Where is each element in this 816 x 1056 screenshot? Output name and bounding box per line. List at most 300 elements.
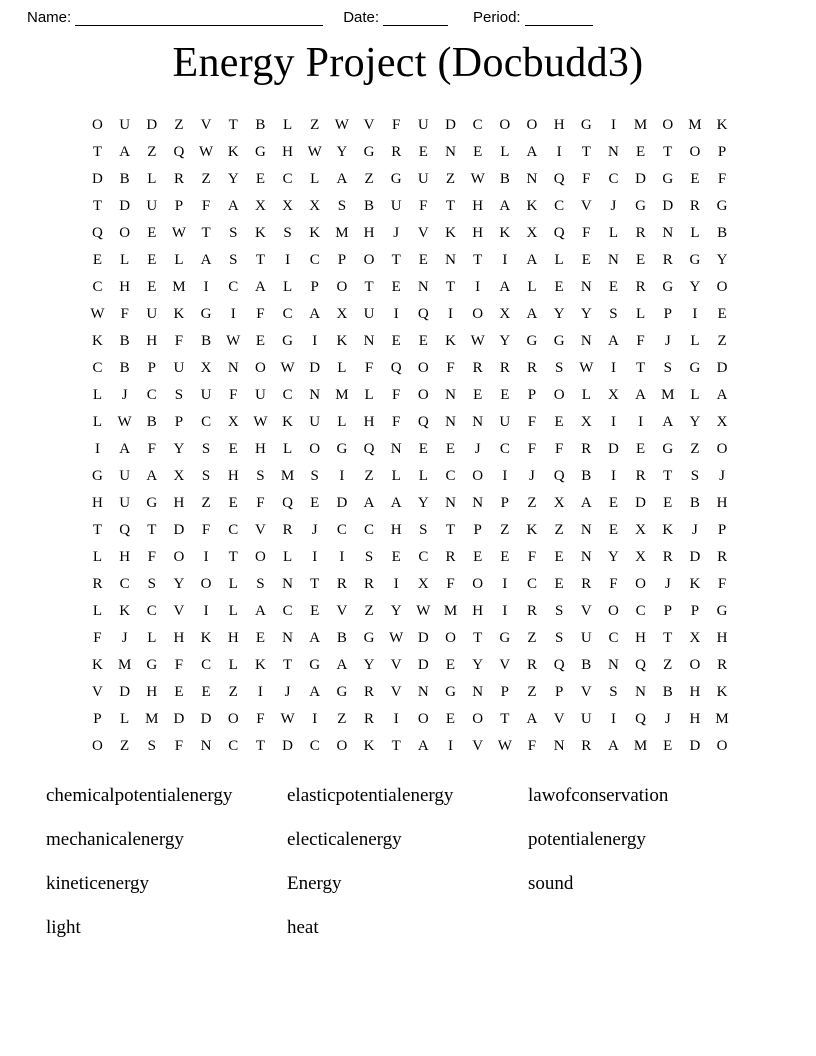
grid-letter[interactable]: D [146,117,158,133]
grid-letter[interactable]: R [526,657,538,673]
grid-letter[interactable]: J [121,387,128,403]
grid-letter[interactable]: I [393,711,399,727]
grid-letter[interactable]: U [363,306,375,322]
grid-letter[interactable]: D [417,657,429,673]
grid-letter[interactable]: E [228,441,239,457]
grid-letter[interactable]: E [445,711,456,727]
grid-letter[interactable]: U [580,711,592,727]
grid-letter[interactable]: R [717,657,728,673]
grid-letter[interactable]: Y [173,441,185,457]
grid-letter[interactable]: B [119,171,130,187]
grid-letter[interactable]: B [581,468,592,484]
grid-letter[interactable]: U [499,414,511,430]
grid-letter[interactable]: S [419,522,428,538]
grid-letter[interactable]: S [554,630,564,646]
grid-letter[interactable]: H [716,495,728,511]
grid-letter[interactable]: D [608,441,620,457]
grid-letter[interactable]: F [120,306,129,322]
grid-letter[interactable]: J [664,333,671,349]
grid-letter[interactable]: N [445,144,457,160]
grid-letter[interactable]: F [446,576,455,592]
grid-letter[interactable]: L [391,468,401,484]
grid-letter[interactable]: N [445,495,457,511]
grid-letter[interactable]: E [310,603,320,619]
grid-letter[interactable]: I [502,252,508,268]
grid-letter[interactable]: H [689,711,701,727]
grid-letter[interactable]: W [171,225,187,241]
grid-letter[interactable]: I [312,711,318,727]
grid-letter[interactable]: I [203,279,209,295]
grid-letter[interactable]: I [556,144,562,160]
grid-letter[interactable]: C [309,252,320,268]
grid-letter[interactable]: C [201,657,212,673]
grid-letter[interactable]: X [635,522,647,538]
grid-letter[interactable]: I [638,414,644,430]
grid-letter[interactable]: I [475,279,481,295]
grid-letter[interactable]: V [499,657,511,673]
grid-letter[interactable]: G [499,630,511,646]
grid-letter[interactable]: M [280,468,295,484]
grid-letter[interactable]: R [635,279,646,295]
grid-letter[interactable]: W [579,360,594,376]
grid-letter[interactable]: A [716,387,728,403]
grid-letter[interactable]: E [554,549,564,565]
grid-letter[interactable]: L [92,387,103,403]
grid-letter[interactable]: L [310,171,320,187]
grid-letter[interactable]: X [608,387,620,403]
grid-letter[interactable]: I [203,549,209,565]
grid-letter[interactable]: N [635,684,647,700]
grid-letter[interactable]: V [336,603,348,619]
grid-letter[interactable]: F [256,306,265,322]
grid-letter[interactable]: T [364,279,374,295]
grid-letter[interactable]: E [500,549,510,565]
grid-letter[interactable]: Z [364,171,374,187]
grid-letter[interactable]: M [145,711,159,727]
grid-letter[interactable]: Y [553,306,565,322]
grid-letter[interactable]: W [470,171,485,187]
word-search-grid[interactable] [84,112,736,760]
grid-letter[interactable]: P [93,711,102,727]
grid-letter[interactable]: R [662,252,673,268]
grid-letter[interactable]: O [254,360,267,376]
grid-letter[interactable]: B [146,414,157,430]
grid-letter[interactable]: D [336,495,348,511]
grid-letter[interactable]: Q [553,171,565,187]
grid-letter[interactable]: I [610,117,617,133]
grid-letter[interactable]: Z [201,171,211,187]
grid-letter[interactable]: P [500,495,510,511]
grid-letter[interactable]: F [392,414,401,430]
grid-letter[interactable]: H [227,630,239,646]
grid-letter[interactable]: E [418,252,429,268]
grid-letter[interactable]: U [254,387,267,403]
grid-letter[interactable]: I [339,468,345,484]
grid-letter[interactable]: L [364,387,374,403]
grid-letter[interactable]: D [417,630,429,646]
grid-letter[interactable]: O [417,387,429,403]
grid-letter[interactable]: X [200,360,212,376]
grid-letter[interactable]: G [635,198,647,214]
grid-letter[interactable]: Z [228,684,239,700]
grid-letter[interactable]: F [636,333,645,349]
grid-letter[interactable]: A [635,387,647,403]
grid-letter[interactable]: T [445,522,456,538]
grid-letter[interactable]: N [445,252,457,268]
grid-letter[interactable]: Q [417,306,429,322]
grid-letter[interactable]: N [282,576,294,592]
grid-letter[interactable]: X [553,495,565,511]
grid-letter[interactable]: T [147,522,157,538]
grid-letter[interactable]: O [608,603,620,619]
grid-letter[interactable]: J [664,576,671,592]
grid-letter[interactable]: Z [337,711,347,727]
grid-letter[interactable]: B [581,657,592,673]
grid-letter[interactable]: Q [553,225,565,241]
grid-letter[interactable]: Y [499,333,511,349]
grid-letter[interactable]: W [280,360,295,376]
grid-letter[interactable]: O [472,711,484,727]
grid-letter[interactable]: X [336,306,348,322]
grid-letter[interactable]: M [715,711,729,727]
grid-letter[interactable]: K [92,333,104,349]
date-blank-field[interactable] [383,11,448,26]
grid-letter[interactable]: K [92,657,104,673]
word-bank-item[interactable]: mechanicalenergy [46,829,184,850]
grid-letter[interactable]: D [689,738,701,754]
grid-letter[interactable]: O [92,738,104,754]
grid-letter[interactable]: C [526,576,538,592]
grid-letter[interactable]: A [499,198,511,214]
grid-letter[interactable]: L [581,387,592,403]
grid-letter[interactable]: E [310,495,320,511]
grid-letter[interactable]: H [92,495,104,511]
grid-letter[interactable]: T [636,360,646,376]
grid-letter[interactable]: T [228,549,239,565]
grid-letter[interactable]: I [502,603,508,619]
grid-letter[interactable]: O [336,738,348,754]
grid-letter[interactable]: P [174,198,184,214]
grid-letter[interactable]: R [336,576,348,592]
grid-letter[interactable]: E [147,252,157,268]
grid-letter[interactable]: A [526,711,538,727]
grid-letter[interactable]: O [309,441,321,457]
grid-letter[interactable]: D [173,522,185,538]
grid-letter[interactable]: T [228,117,239,133]
grid-letter[interactable]: Q [417,414,429,430]
grid-letter[interactable]: F [174,657,184,673]
grid-letter[interactable]: A [336,657,348,673]
grid-letter[interactable]: X [499,306,511,322]
grid-letter[interactable]: K [662,522,674,538]
grid-letter[interactable]: Z [527,495,537,511]
grid-letter[interactable]: L [554,252,564,268]
grid-letter[interactable]: T [255,252,266,268]
grid-letter[interactable]: L [92,603,103,619]
grid-letter[interactable]: E [201,684,211,700]
grid-letter[interactable]: O [716,279,728,295]
grid-letter[interactable]: D [119,684,131,700]
grid-letter[interactable]: G [363,144,375,160]
grid-letter[interactable]: W [199,144,214,160]
grid-letter[interactable]: R [92,576,103,592]
grid-letter[interactable]: A [309,630,321,646]
grid-letter[interactable]: H [254,441,267,457]
grid-letter[interactable]: F [527,414,537,430]
grid-letter[interactable]: E [418,441,429,457]
grid-letter[interactable]: H [472,198,484,214]
grid-letter[interactable]: L [636,306,646,322]
grid-letter[interactable]: L [690,333,700,349]
grid-letter[interactable]: L [690,387,700,403]
grid-letter[interactable]: P [554,684,564,700]
grid-letter[interactable]: L [282,279,293,295]
grid-letter[interactable]: A [227,198,239,214]
grid-letter[interactable]: V [390,657,402,673]
grid-letter[interactable]: L [418,468,429,484]
word-bank-item[interactable]: electicalenergy [287,829,402,850]
grid-letter[interactable]: L [608,225,619,241]
grid-letter[interactable]: O [472,306,484,322]
grid-letter[interactable]: Q [282,495,294,511]
grid-letter[interactable]: O [499,117,511,133]
grid-letter[interactable]: P [500,684,510,700]
grid-letter[interactable]: D [173,711,185,727]
grid-letter[interactable]: Y [608,549,620,565]
grid-letter[interactable]: E [92,252,103,268]
grid-letter[interactable]: E [473,144,483,160]
grid-letter[interactable]: R [364,684,375,700]
grid-letter[interactable]: Y [689,279,701,295]
grid-letter[interactable]: Q [173,144,185,160]
grid-letter[interactable]: K [119,603,131,619]
grid-letter[interactable]: O [363,252,375,268]
grid-letter[interactable]: C [418,549,429,565]
grid-letter[interactable]: K [363,738,375,754]
grid-letter[interactable]: G [662,171,674,187]
grid-letter[interactable]: U [417,117,429,133]
grid-letter[interactable]: F [147,441,157,457]
grid-letter[interactable]: W [280,711,295,727]
grid-letter[interactable]: U [146,198,158,214]
grid-letter[interactable]: T [391,252,401,268]
grid-letter[interactable]: L [527,279,537,295]
grid-letter[interactable]: B [201,333,212,349]
grid-letter[interactable]: N [472,684,484,700]
grid-letter[interactable]: E [255,171,266,187]
grid-letter[interactable]: C [554,198,565,214]
grid-letter[interactable]: Y [227,171,239,187]
grid-letter[interactable]: F [229,387,238,403]
grid-letter[interactable]: S [609,684,618,700]
grid-letter[interactable]: C [608,171,619,187]
grid-letter[interactable]: Y [580,306,592,322]
grid-letter[interactable]: P [174,414,184,430]
grid-letter[interactable]: O [553,387,565,403]
grid-letter[interactable]: U [580,630,592,646]
grid-letter[interactable]: A [662,414,674,430]
grid-letter[interactable]: T [92,522,103,538]
grid-letter[interactable]: B [717,225,728,241]
grid-letter[interactable]: A [580,495,592,511]
grid-letter[interactable]: E [391,549,401,565]
grid-letter[interactable]: C [119,576,130,592]
grid-letter[interactable]: C [635,603,646,619]
grid-letter[interactable]: C [228,522,239,538]
grid-letter[interactable]: K [227,144,239,160]
grid-letter[interactable]: S [201,468,211,484]
grid-letter[interactable]: V [553,711,565,727]
grid-letter[interactable]: Y [716,252,728,268]
grid-letter[interactable]: G [336,684,348,700]
grid-letter[interactable]: L [228,603,239,619]
grid-letter[interactable]: I [257,684,264,700]
grid-letter[interactable]: R [635,468,646,484]
grid-letter[interactable]: E [663,738,673,754]
grid-letter[interactable]: U [309,414,321,430]
grid-letter[interactable]: W [90,306,105,322]
grid-letter[interactable]: J [610,198,617,214]
grid-letter[interactable]: N [608,657,620,673]
grid-letter[interactable]: J [474,441,481,457]
grid-letter[interactable]: U [119,468,131,484]
grid-letter[interactable]: Z [310,117,320,133]
grid-letter[interactable]: N [309,387,321,403]
grid-letter[interactable]: N [580,522,592,538]
grid-letter[interactable]: V [417,225,429,241]
grid-letter[interactable]: U [200,387,212,403]
grid-letter[interactable]: T [500,711,510,727]
grid-letter[interactable]: O [472,468,484,484]
grid-letter[interactable]: D [635,495,647,511]
grid-letter[interactable]: E [554,576,564,592]
grid-letter[interactable]: G [526,333,538,349]
grid-letter[interactable]: P [663,603,673,619]
grid-letter[interactable]: P [473,522,483,538]
grid-letter[interactable]: H [227,468,239,484]
grid-letter[interactable]: H [146,684,158,700]
grid-letter[interactable]: Q [92,225,104,241]
grid-letter[interactable]: A [499,279,511,295]
grid-letter[interactable]: C [146,603,157,619]
grid-letter[interactable]: Q [363,441,375,457]
grid-letter[interactable]: E [418,144,429,160]
grid-letter[interactable]: Z [174,117,184,133]
grid-letter[interactable]: L [228,576,239,592]
grid-letter[interactable]: W [334,117,350,133]
grid-letter[interactable]: N [417,279,429,295]
grid-letter[interactable]: D [119,198,131,214]
grid-letter[interactable]: L [282,117,293,133]
grid-letter[interactable]: N [417,684,429,700]
grid-letter[interactable]: O [635,576,647,592]
grid-letter[interactable]: H [146,333,158,349]
grid-letter[interactable]: X [580,414,592,430]
grid-letter[interactable]: A [526,306,538,322]
grid-letter[interactable]: Y [472,657,484,673]
grid-letter[interactable]: R [526,603,538,619]
grid-letter[interactable]: G [282,333,294,349]
grid-letter[interactable]: O [417,360,429,376]
grid-letter[interactable]: C [146,387,157,403]
grid-letter[interactable]: F [147,549,157,565]
grid-letter[interactable]: C [92,360,103,376]
grid-letter[interactable]: O [445,630,457,646]
grid-letter[interactable]: G [200,306,212,322]
grid-letter[interactable]: C [608,630,619,646]
grid-letter[interactable]: P [310,279,320,295]
grid-letter[interactable]: C [282,387,293,403]
word-bank-item[interactable]: lawofconservation [528,785,669,806]
grid-letter[interactable]: J [664,711,671,727]
grid-letter[interactable]: G [716,198,728,214]
grid-letter[interactable]: M [688,117,702,133]
grid-letter[interactable]: I [312,549,318,565]
grid-letter[interactable]: B [119,333,130,349]
grid-letter[interactable]: Q [635,711,647,727]
grid-letter[interactable]: P [717,144,727,160]
grid-letter[interactable]: A [608,738,620,754]
grid-letter[interactable]: M [661,387,675,403]
grid-letter[interactable]: W [497,738,513,754]
grid-letter[interactable]: N [390,441,402,457]
grid-letter[interactable]: E [636,252,646,268]
grid-letter[interactable]: F [527,441,537,457]
grid-letter[interactable]: Q [119,522,131,538]
grid-letter[interactable]: U [146,306,158,322]
grid-letter[interactable]: R [662,549,673,565]
grid-letter[interactable]: N [526,171,538,187]
grid-letter[interactable]: V [390,684,402,700]
grid-letter[interactable]: Z [364,603,374,619]
grid-letter[interactable]: G [254,144,267,160]
grid-letter[interactable]: M [443,603,458,619]
grid-letter[interactable]: R [499,360,511,376]
grid-letter[interactable]: T [663,468,673,484]
grid-letter[interactable]: I [448,738,454,754]
grid-letter[interactable]: V [580,198,592,214]
grid-letter[interactable]: O [417,711,429,727]
grid-letter[interactable]: R [282,522,293,538]
grid-letter[interactable]: J [393,225,400,241]
grid-letter[interactable]: M [335,225,349,241]
grid-letter[interactable]: S [174,387,184,403]
grid-letter[interactable]: C [282,171,293,187]
grid-letter[interactable]: L [228,657,239,673]
grid-letter[interactable]: A [363,495,375,511]
grid-letter[interactable]: Y [363,657,375,673]
grid-letter[interactable]: J [311,522,318,538]
grid-letter[interactable]: M [335,387,349,403]
grid-letter[interactable]: Z [717,333,727,349]
grid-letter[interactable]: T [391,738,401,754]
grid-letter[interactable]: D [716,360,728,376]
grid-letter[interactable]: R [364,576,375,592]
grid-letter[interactable]: V [254,522,267,538]
grid-letter[interactable]: E [473,549,483,565]
grid-letter[interactable]: S [147,738,157,754]
grid-letter[interactable]: K [309,225,321,241]
grid-letter[interactable]: S [554,603,564,619]
grid-letter[interactable]: E [690,171,700,187]
grid-letter[interactable]: R [581,441,592,457]
grid-letter[interactable]: T [92,198,103,214]
grid-letter[interactable]: E [147,279,157,295]
grid-letter[interactable]: O [716,441,728,457]
grid-letter[interactable]: K [716,684,728,700]
grid-letter[interactable]: E [500,387,510,403]
grid-letter[interactable]: F [201,198,211,214]
